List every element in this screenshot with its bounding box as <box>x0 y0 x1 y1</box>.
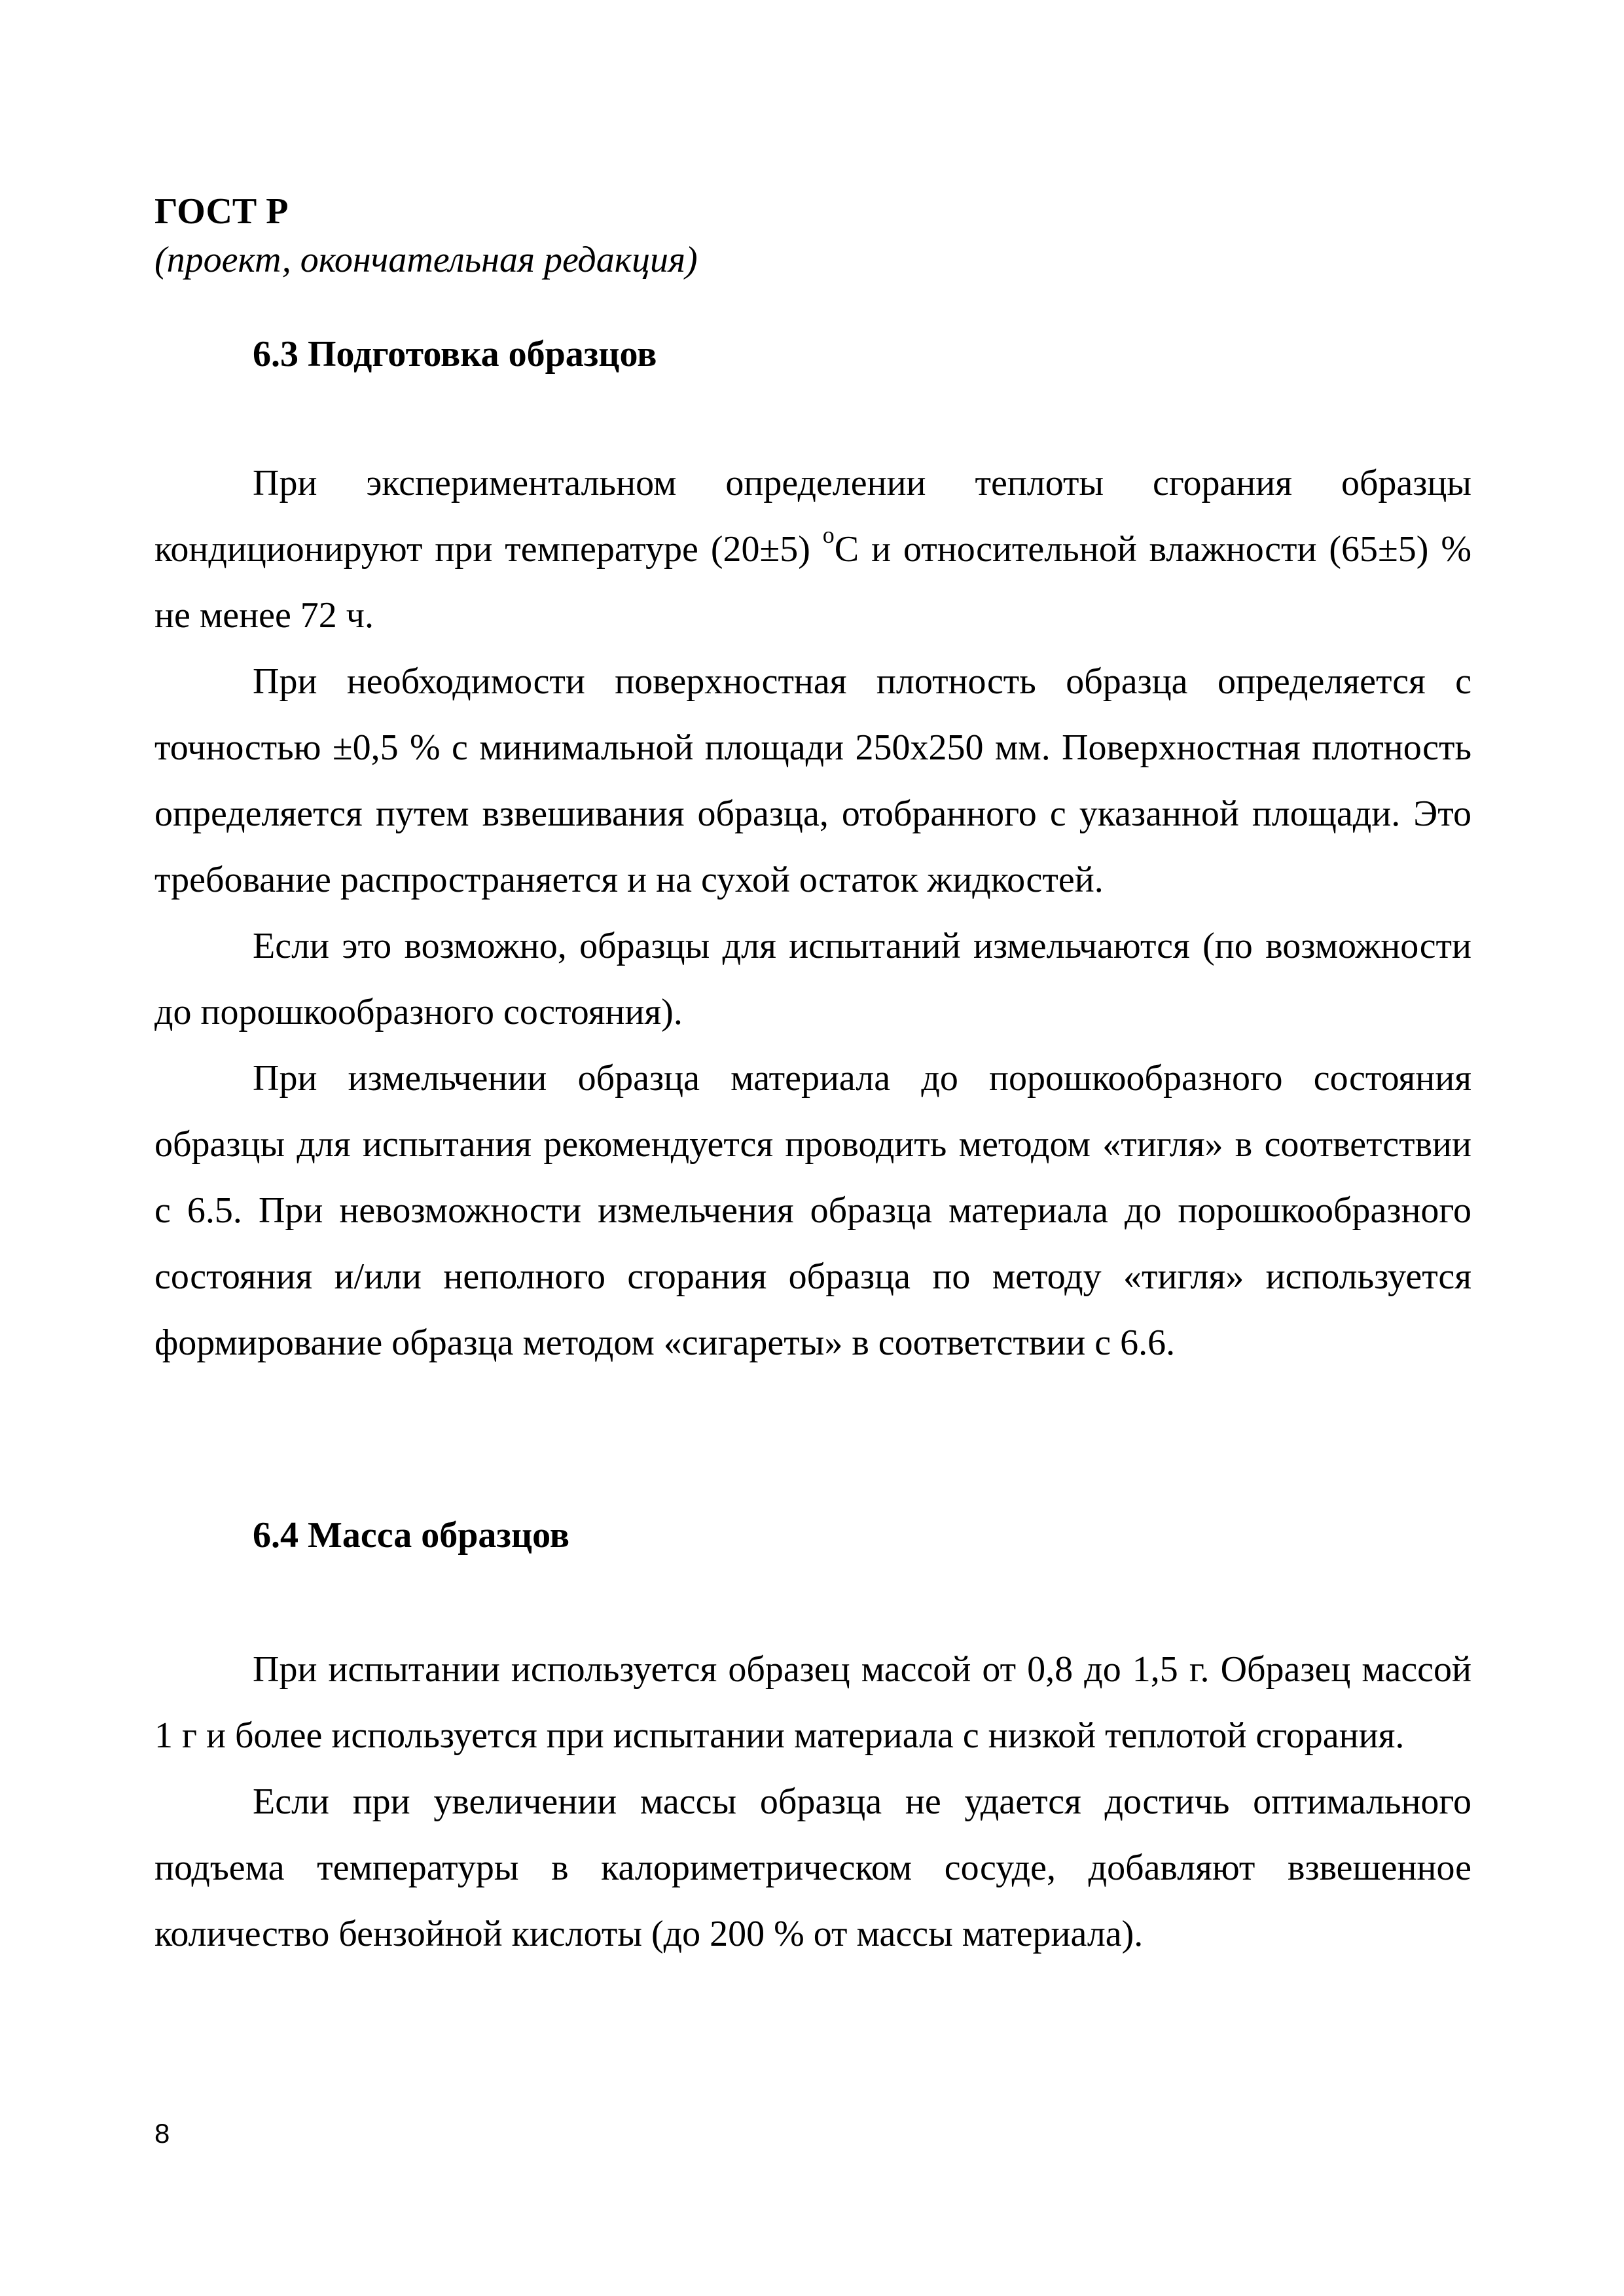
paragraph: При измельчении образца материала до порошкообразного состояния образцы для испытания рекомендуется проводить методом «тигля» в соответствии с 6.5. При невозможности измельчения образца материала до порошкообразного состояния и/или неполного сгорания образца по методу «тигля» используется формирование образца методом «сигареты» в соответствии с 6.6. <box>154 1058 1471 1363</box>
section-body-6-4 <box>154 1637 1471 1967</box>
degree-superscript: о <box>822 522 835 548</box>
section-heading-6-3: 6.3 Подготовка образцов <box>253 334 657 374</box>
paragraph: Если это возможно, образцы для испытаний измельчаются (по возможности до порошкообразного состояния). <box>154 926 1471 1032</box>
document-code: ГОСТ Р <box>154 191 289 232</box>
paragraph-text: При экспериментальном определении теплоты сгорания образцы кондиционируют при температуре (20±5) <box>154 463 1471 570</box>
paragraph: При необходимости поверхностная плотность образца определяется с точностью ±0,5 % с минимальной площади 250х250 мм. Поверхностная плотность определяется путем взвешивания образца, отобранного с указанной площади. Это требование распространяется и на сухой остаток жидкостей. <box>154 661 1471 900</box>
paragraph: Если при увеличении массы образца не удается достичь оптимального подъема температуры в калориметрическом сосуде, добавляют взвешенное количество бензойной кислоты (до 200 % от массы материала). <box>154 1781 1471 1954</box>
paragraph-text: С и относительной влажности (65±5) % не менее 72 ч. <box>154 529 1471 636</box>
paragraph <box>154 450 1471 649</box>
section-body-6-3 <box>154 450 1471 1376</box>
section-heading-6-4: 6.4 Масса образцов <box>253 1515 570 1556</box>
document-status: (проект, окончательная редакция) <box>154 240 698 280</box>
paragraph: При испытании используется образец массой от 0,8 до 1,5 г. Образец массой 1 г и более используется при испытании материала с низкой теплотой сгорания. <box>154 1649 1471 1756</box>
page-number: 8 <box>154 2118 170 2149</box>
